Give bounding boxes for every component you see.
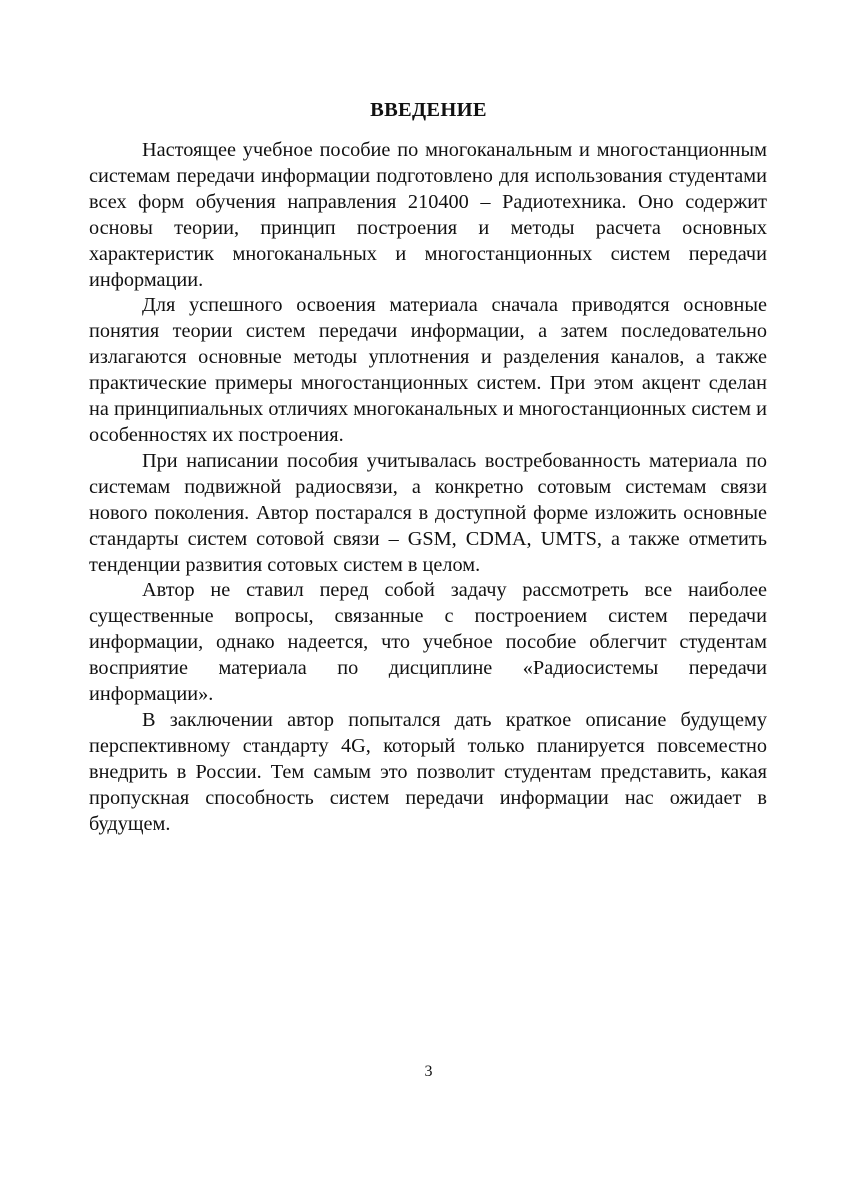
- paragraph-5: В заключении автор попытался дать краткое описание будущему перспективному стандарту 4G, который только планируется повсеместно внедрить в России. Тем самым это позволит студентам представить, какая пропускная способность систем передачи информации нас ожидает в будущем.: [89, 708, 767, 835]
- page-number: 3: [424, 1063, 433, 1080]
- paragraph-1: Настоящее учебное пособие по многоканальным и многостанционным системам передачи информации подготовлено для использования студентами всех форм обучения направления 210400 – Радиотехника. Оно содержит основы теории, принцип построения и методы расчета основных характеристик многоканальных и многостанционных систем передачи информации.: [89, 139, 767, 291]
- paragraph-3: При написании пособия учитывалась востребованность материала по системам подвижной радиосвязи, а конкретно сотовым системам связи нового поколения. Автор постарался в доступной форме изложить основные стандарты систем сотовой связи – GSM, CDMA, UMTS, а также отметить тенденции развития сотовых систем в целом.: [89, 449, 767, 576]
- paragraph-4: Автор не ставил перед собой задачу рассмотреть все наиболее существенные вопросы, связанные с построением систем передачи информации, однако надеется, что учебное пособие облегчит студентам восприятие материала по дисциплине «Радиосистемы передачи информации».: [89, 579, 767, 706]
- page-title: ВВЕДЕНИЕ: [370, 99, 487, 121]
- paragraph-2: Для успешного освоения материала сначала приводятся основные понятия теории систем передачи информации, а затем последовательно излагаются основные методы уплотнения и разделения каналов, а также практические примеры многостанционных систем. При этом акцент сделан на принципиальных отличиях многоканальных и многостанционных систем и особенностях их построения.: [89, 294, 767, 446]
- body-text: [89, 138, 767, 837]
